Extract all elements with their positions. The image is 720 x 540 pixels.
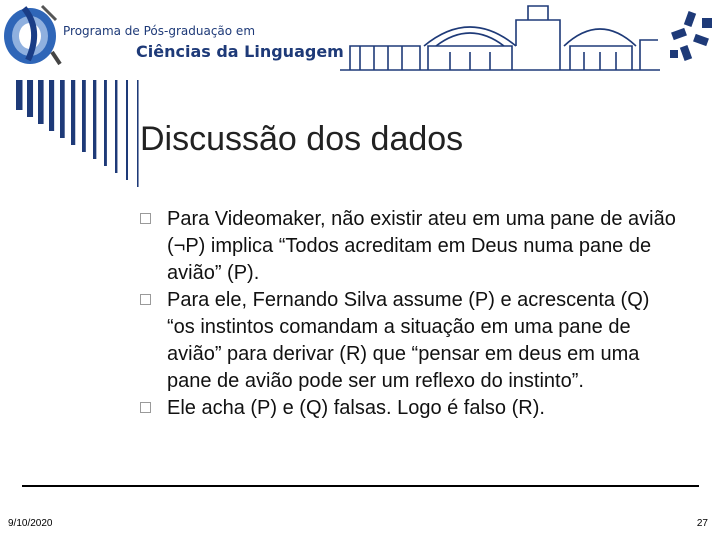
- bullet-item: [140, 206, 680, 287]
- program-name: Ciências da Linguagem: [136, 42, 344, 61]
- page-number: 27: [696, 518, 708, 529]
- bullet-text: Ele acha (P) e (Q) falsas. Logo é falso (R).: [167, 397, 545, 419]
- decorative-stripe: [49, 80, 54, 131]
- program-logo-icon: [2, 0, 64, 68]
- decorative-stripe: [93, 80, 96, 159]
- footer-divider: [22, 485, 699, 487]
- decorative-stripe: [38, 80, 44, 124]
- checkbox-bullet-icon: [140, 213, 151, 224]
- bullet-text: Para ele, Fernando Silva assume (P) e acrescenta (Q) “os instintos comandam a situação em uma pane de avião” para derivar (R) que “pensar em deus em uma pane de avião pode ser um reflexo do instinto”.: [167, 289, 650, 392]
- bullet-text: Para Videomaker, não existir ateu em uma pane de avião (¬P) implica “Todos acreditam em Deus numa pane de avião” (P).: [167, 208, 676, 284]
- footer-date: 9/10/2020: [8, 518, 53, 529]
- decorative-stripe: [60, 80, 65, 138]
- program-line: Programa de Pós-graduação em: [63, 24, 256, 38]
- decorative-stripe: [104, 80, 107, 166]
- decorative-stripe: [82, 80, 86, 152]
- slide-title: Discussão dos dados: [140, 120, 464, 158]
- decorative-stripe: [71, 80, 75, 145]
- decorative-stripe: [137, 80, 139, 187]
- decorative-stripe: [16, 80, 23, 110]
- bullet-item: [140, 287, 680, 395]
- decorative-stripe: [115, 80, 117, 173]
- institution-logo-icon: [664, 10, 720, 66]
- checkbox-bullet-icon: [140, 294, 151, 305]
- decorative-stripe: [27, 80, 33, 117]
- bullet-item: [140, 395, 680, 422]
- decorative-stripe: [126, 80, 128, 180]
- bullet-list: [140, 206, 680, 422]
- decorative-stripes: [14, 80, 154, 192]
- university-building-emblem: [340, 0, 660, 78]
- checkbox-bullet-icon: [140, 402, 151, 413]
